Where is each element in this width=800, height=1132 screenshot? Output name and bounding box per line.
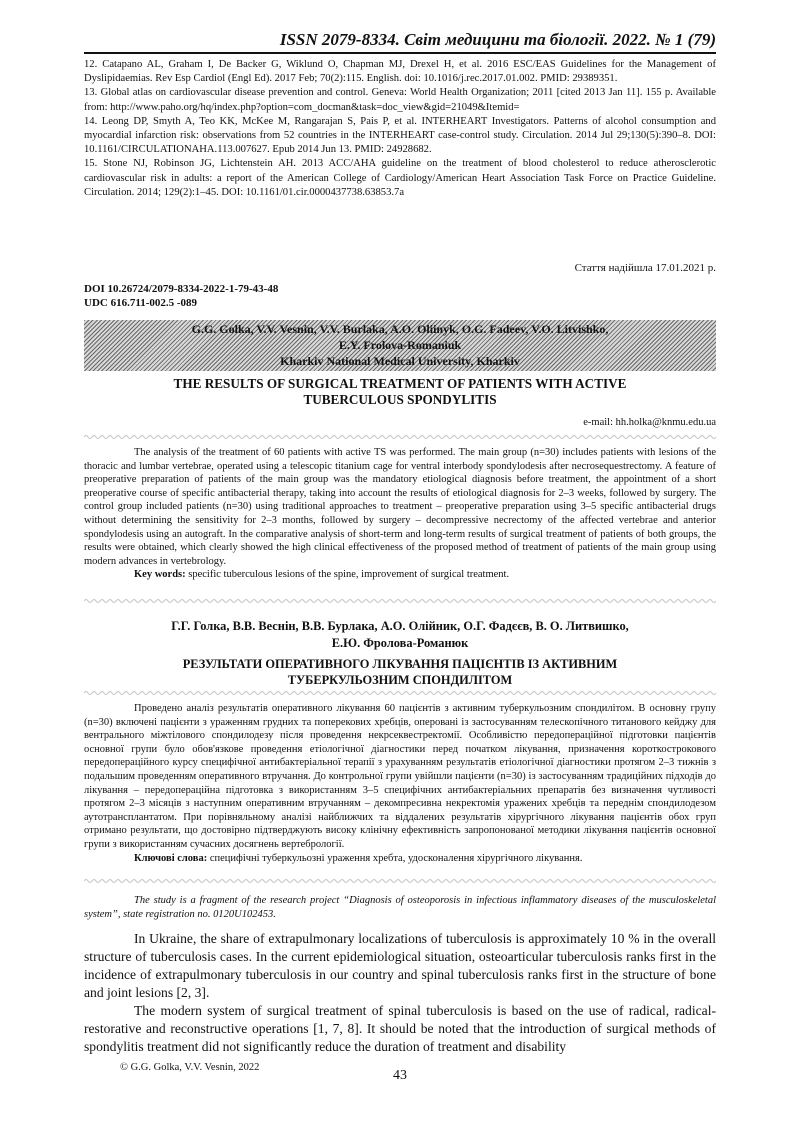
- body-paragraph: In Ukraine, the share of extrapulmonary localizations of tuberculosis is approximately 10 % in the overall structure of tuberculosis cases. In the current epidemiological situation, osteoarticular tuberculosis ranks first in the incidence of extrapulmonary tuberculosis in our country and spinal tuberculosis ranks first in the structure of bone and joint lesions [2, 3].: [84, 931, 716, 1000]
- keywords-ua: [84, 852, 716, 866]
- page-number: 43: [393, 1068, 407, 1083]
- udc: UDC 616.711-002.5 -089: [84, 297, 198, 309]
- wavy-divider: [84, 690, 716, 696]
- journal-header: ISSN 2079-8334. Світ медицини та біології. 2022. № 1 (79): [279, 30, 716, 49]
- received-date: Стаття надійшла 17.01.2021 р.: [574, 262, 716, 274]
- doi-udc-block: [84, 282, 278, 310]
- funding-text: The study is a fragment of the research project “Diagnosis of osteoporosis in infectious inflammatory diseases of the musculoskeletal system”, state registration no. 0120U102453.: [84, 895, 716, 920]
- authors-en-line1: G.G. Golka, V.V. Vesnin, V.V. Burlaka, A.O. Oliinyk, O.G. Fadeev, V.O. Litvishko,: [191, 322, 609, 336]
- article-body: [84, 930, 716, 1056]
- authors-ua: [84, 618, 716, 652]
- authors-ua-line2: Е.Ю. Фролова-Романюк: [331, 636, 469, 650]
- authors-banner-en: [84, 320, 716, 371]
- body-paragraph: The modern system of surgical treatment of spinal tuberculosis is based on the use of radical, radical-restorative and reconstructive operations [1, 7, 8]. It should be noted that the introduction of surgical methods of spondylitis treatment did not significantly reduce the duration of treatment and disability: [84, 1003, 716, 1054]
- reference-item: 12. Catapano AL, Graham I, De Backer G, Wiklund O, Chapman MJ, Drexel H, et al. 2016 ESC/EAS Guidelines for the Management of Dyslipidaemias. Rev Esp Cardiol (Engl Ed). 2017 Feb; 70(2):115. English. doi: 10.1016/j.rec.2017.01.002. PMID: 29389351.: [84, 59, 716, 85]
- reference-item: 14. Leong DP, Smyth A, Teo KK, McKee M, Rangarajan S, Pais P, et al. INTERHEART Investigators. Patterns of alcohol consumption and myocardial infarction risk: observations from 52 countries in the INTERHEART case-control study. Circulation. 2014 Jul 29;130(5):390–8. DOI: 10.1161/CIRCULATIONAHA.113.007627. Epub 2014 Jun 13. PMID: 24928682.: [84, 115, 716, 156]
- funding-note: [84, 894, 716, 922]
- wavy-divider: [84, 878, 716, 884]
- doi: DOI 10.26724/2079-8334-2022-1-79-43-48: [84, 283, 279, 295]
- title-en-line1: THE RESULTS OF SURGICAL TREATMENT OF PATIENTS WITH ACTIVE: [173, 376, 627, 391]
- title-ua-line1: РЕЗУЛЬТАТИ ОПЕРАТИВНОГО ЛІКУВАННЯ ПАЦІЄНТІВ ІЗ АКТИВНИМ: [182, 657, 618, 671]
- title-ua-line2: ТУБЕРКУЛЬОЗНИМ СПОНДИЛІТОМ: [287, 673, 513, 687]
- title-en-line2: TUBERCULOUS SPONDYLITIS: [303, 392, 497, 407]
- keywords-en-label: Key words:: [134, 569, 186, 581]
- keywords-ua-label: Ключові слова:: [134, 852, 208, 864]
- abstract-ua-text: Проведено аналіз результатів оперативного лікування 60 пацієнтів з активним туберкульозним спондилітом. В основну групу (n=30) включені пацієнти з ураженням грудних та поперекових хребців, оперовані із застосуванням телескопічного титанового кейджу для вентрального міжтілового спондилодезу після проведення некрсеквестректомії. Особливістю передопераційної підготовки пацієнтів основної групи було обов'язкове проведення етіологічної діагностики перед початком лікування, призначення короткострокового передопераційного курсу специфічної антибактеріальної терапії з урахуванням результатів етіологічної діагностики протягом 2–3 тижнів з подальшим проведенням оперативного втручання. До контрольної групи увійшли пацієнти (n=30) із застосуванням традиційних підходів до лікування – передопераційна підготовка з використанням 3–5 специфічних антибактеріальних препаратів без визначення чутливості протягом 2–3 місяців з наступним оперативним втручанням – декомпресивна некректомія уражених хребців та переднім спондилодезом аутотрансплантатом. При порівняльному аналізі найближчих та віддалених результатів хірургічного лікування пацієнтів обох груп отримано результати, що достовірно підтверджують високу клінічну ефективність запропонованої методики лікування пацієнтів основної групи з використанням сучасних досягнень вертебрології.: [84, 703, 716, 850]
- article-title-ua: [84, 656, 716, 688]
- keywords-en: [84, 568, 716, 582]
- reference-item: 13. Global atlas on cardiovascular disease prevention and control. Geneva: World Health Organization; 2011 [cited 2013 Jan 11]. 155 p. Available from: http://www.paho.org/hq/index.php?option=com_docman&task=doc_view&gid=21049&Itemid=: [84, 87, 716, 113]
- wavy-divider: [84, 598, 716, 604]
- reference-list: [84, 58, 716, 200]
- author-email[interactable]: e-mail: hh.holka@knmu.edu.ua: [583, 417, 716, 428]
- abstract-en-text: The analysis of the treatment of 60 patients with active TS was performed. The main group (n=30) includes patients with lesions of the thoracic and lumbar vertebrae, operated using a telescopic titanium cage for ventral interbody spondylodesis after necrosequestrectomy. A feature of preoperative preparation of patients of the main group was the mandatory etiological diagnosis before treatment, the appointment of a short preoperative course of specific antibacterial therapy, taking into account the results of etiological diagnosis for 2–3 weeks, followed by surgery. The control group included patients (n=30) using traditional approaches to treatment – preoperative preparation using 3–5 specific antibacterial drugs without determining the sensitivity for 2–3 months, followed by surgery – decompressive necrectomy of the affected vertebrae and anterior spondylodesis using an autograft. In the comparative analysis of short-term and long-term results of surgical treatment of patients of both groups, the results were obtained, which clearly showed the high clinical effectiveness of the proposed method of treatment of patients of the main group using modern advances in vertebrology.: [84, 447, 716, 567]
- affiliation: Kharkiv National Medical University, Kharkiv: [280, 354, 520, 368]
- abstract-ua: [84, 702, 716, 865]
- abstract-en: [84, 446, 716, 582]
- authors-ua-line1: Г.Г. Голка, В.В. Веснін, В.В. Бурлака, А.О. Олійник, О.Г. Фадєєв, В. О. Литвишко,: [171, 619, 629, 633]
- article-title-en: [84, 376, 716, 408]
- header-divider: [84, 52, 716, 54]
- authors-en-line2: E.Y. Frolova-Romaniuk: [338, 338, 462, 352]
- reference-item: 15. Stone NJ, Robinson JG, Lichtenstein AH. 2013 ACC/AHA guideline on the treatment of blood cholesterol to reduce atherosclerotic cardiovascular risk in adults: a report of the American College of Cardiology/American Heart Association Task Force on Practice Guideline. Circulation. 2014; 129(2):1–45. DOI: 10.1161/01.cir.0000437738.63853.7a: [84, 158, 716, 198]
- keywords-en-text: specific tuberculous lesions of the spine, improvement of surgical treatment.: [185, 569, 510, 581]
- keywords-ua-text: специфічні туберкульозні ураження хребта, удосконалення хірургічного лікування.: [207, 852, 583, 864]
- wavy-divider: [84, 434, 716, 440]
- copyright-notice: © G.G. Golka, V.V. Vesnin, 2022: [120, 1062, 260, 1073]
